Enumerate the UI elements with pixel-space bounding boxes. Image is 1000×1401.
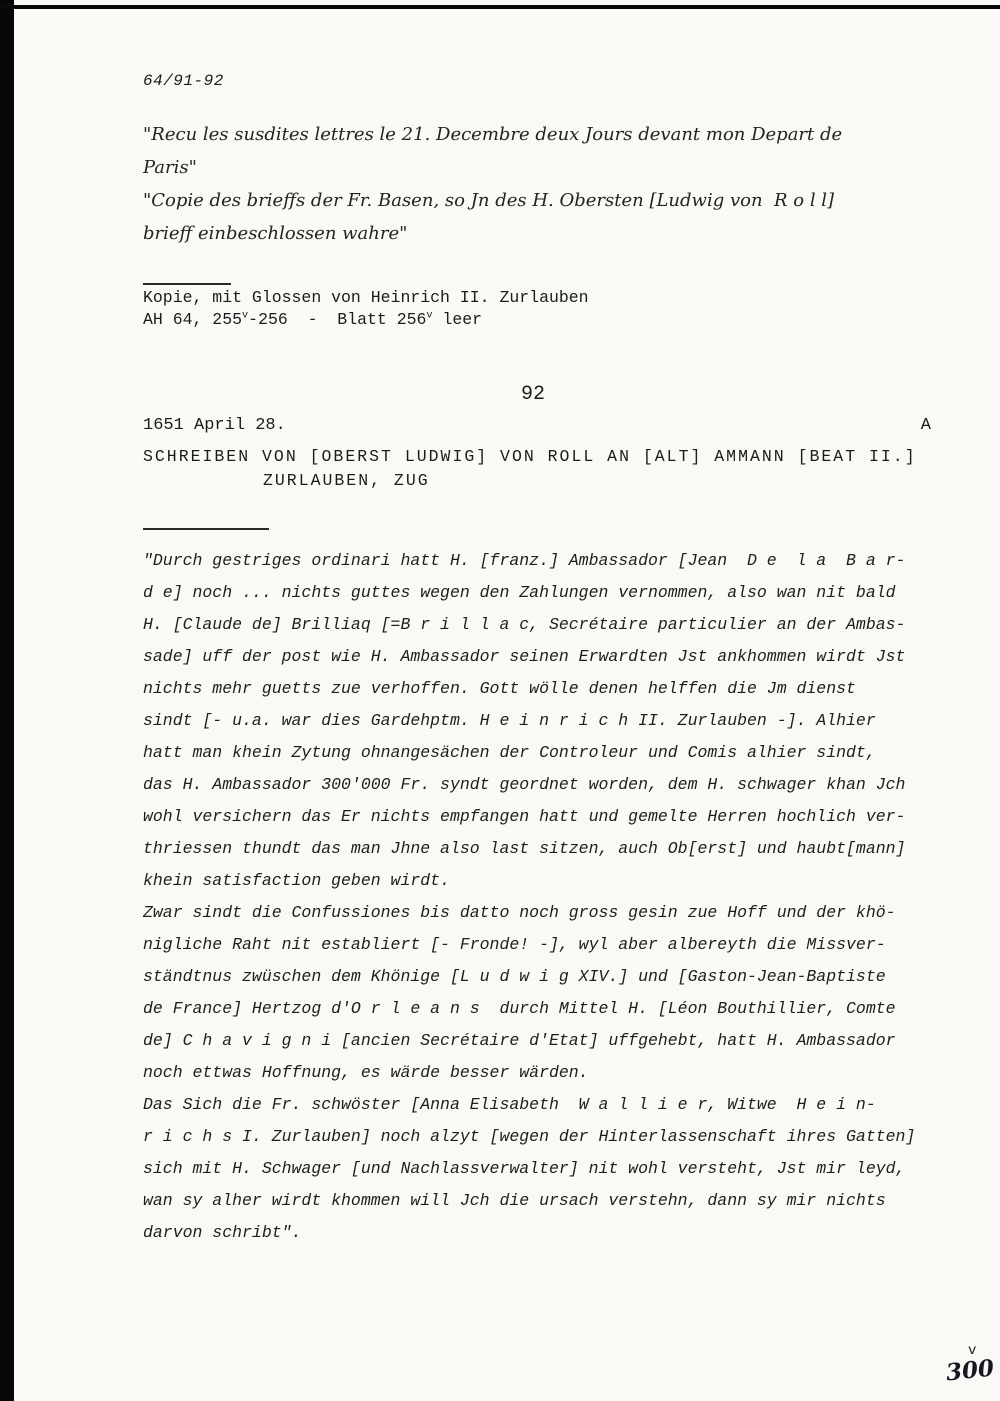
archive-ref-part: -256 - Blatt 256	[248, 310, 427, 329]
kopie-block	[143, 287, 589, 331]
archive-ref-superscript: v	[242, 309, 249, 322]
letter-body	[143, 545, 915, 1249]
scan-edge-left-artifact	[0, 0, 14, 1401]
body-line: Das Sich die Fr. schwöster [Anna Elisabeth W a l l i e r, Witwe H e i n-	[143, 1095, 876, 1114]
body-line: wohl versichern das Er nichts empfangen hatt und gemelte Herren hochlich ver-	[143, 807, 906, 826]
footer-mark: v	[968, 1343, 977, 1359]
marginal-note-line: "Recu les susdites lettres le 21. Decembre deux Jours devant mon Depart de	[143, 124, 843, 145]
body-line: "Durch gestriges ordinari hatt H. [franz.] Ambassador [Jean D e l a B a r-	[143, 551, 906, 570]
archive-ref-part: leer	[432, 310, 483, 329]
divider-rule-top	[143, 283, 231, 285]
body-line: H. [Claude de] Brilliaq [=B r i l l a c, Secrétaire particulier an der Ambas-	[143, 615, 906, 634]
body-line: noch ettwas Hoffnung, es wärde besser wärden.	[143, 1063, 589, 1082]
archive-reference	[143, 309, 589, 331]
body-line: sich mit H. Schwager [und Nachlassverwalter] nit wohl versteht, Jst mir leyd,	[143, 1159, 906, 1178]
body-line: darvon schribt".	[143, 1223, 302, 1242]
body-line: khein satisfaction geben wirdt.	[143, 871, 450, 890]
body-line: ständtnus zwüschen dem Khönige [L u d w i g XIV.] und [Gaston-Jean-Baptiste	[143, 967, 886, 986]
body-line: de France] Hertzog d'O r l e a n s durch Mittel H. [Léon Bouthillier, Comte	[143, 999, 896, 1018]
marginal-note-line: "Copie des brieffs der Fr. Basen, so Jn des H. Obersten [Ludwig von R o l l]	[143, 190, 835, 211]
body-line: das H. Ambassador 300'000 Fr. syndt geordnet worden, dem H. schwager khan Jch	[143, 775, 906, 794]
body-line: sindt [- u.a. war dies Gardehptm. H e i n r i c h II. Zurlauben -]. Alhier	[143, 711, 876, 730]
date-row	[143, 416, 931, 435]
body-line: r i c h s I. Zurlauben] noch alzyt [wegen der Hinterlassenschaft ihres Gatten]	[143, 1127, 916, 1146]
divider-rule-body	[143, 528, 269, 530]
document-number: 92	[520, 383, 545, 406]
marginal-notes	[143, 118, 842, 250]
body-line: d e] noch ... nichts guttes wegen den Zahlungen vernommen, also wan nit bald	[143, 583, 896, 602]
body-line: hatt man khein Zytung ohnangesächen der Controleur und Comis alhier sindt,	[143, 743, 876, 762]
body-line: thriessen thundt das man Jhne also last sitzen, auch Ob[erst] und haubt[mann]	[143, 839, 906, 858]
corner-letter: A	[920, 416, 931, 435]
body-line: nichts mehr guetts zue verhoffen. Gott wölle denen helffen die Jm dienst	[143, 679, 856, 698]
body-line: sade] uff der post wie H. Ambassador seinen Erwardten Jst ankhommen wirdt Jst	[143, 647, 906, 666]
body-line: wan sy alher wirdt khommen will Jch die ursach verstehn, dann sy mir nichts	[143, 1191, 886, 1210]
document-title-line-1: SCHREIBEN VON [OBERST LUDWIG] VON ROLL AN [ALT] AMMANN [BEAT II.]	[143, 447, 917, 466]
body-line: Zwar sindt die Confussiones bis datto noch gross gesin zue Hoff und der khö-	[143, 903, 896, 922]
page-reference: 64/91-92	[143, 72, 224, 90]
document-title-line-2: ZURLAUBEN, ZUG	[263, 471, 430, 490]
marginal-note-line: brieff einbeschlossen wahre"	[143, 223, 408, 244]
marginal-note-line: Paris"	[143, 157, 197, 178]
scan-edge-top-artifact	[0, 5, 1000, 9]
body-line: de] C h a v i g n i [ancien Secrétaire d'Etat] uffgehebt, hatt H. Ambassador	[143, 1031, 896, 1050]
archive-ref-part: AH 64, 255	[143, 310, 243, 329]
document-date: 1651 April 28.	[143, 416, 286, 435]
body-line: nigliche Raht nit establiert [- Fronde! -], wyl aber albereyth die Missver-	[143, 935, 886, 954]
archive-ref-superscript: v	[426, 309, 433, 322]
kopie-note-line: Kopie, mit Glossen von Heinrich II. Zurlauben	[143, 288, 589, 307]
footer-handwritten-number: 300	[944, 1354, 996, 1387]
